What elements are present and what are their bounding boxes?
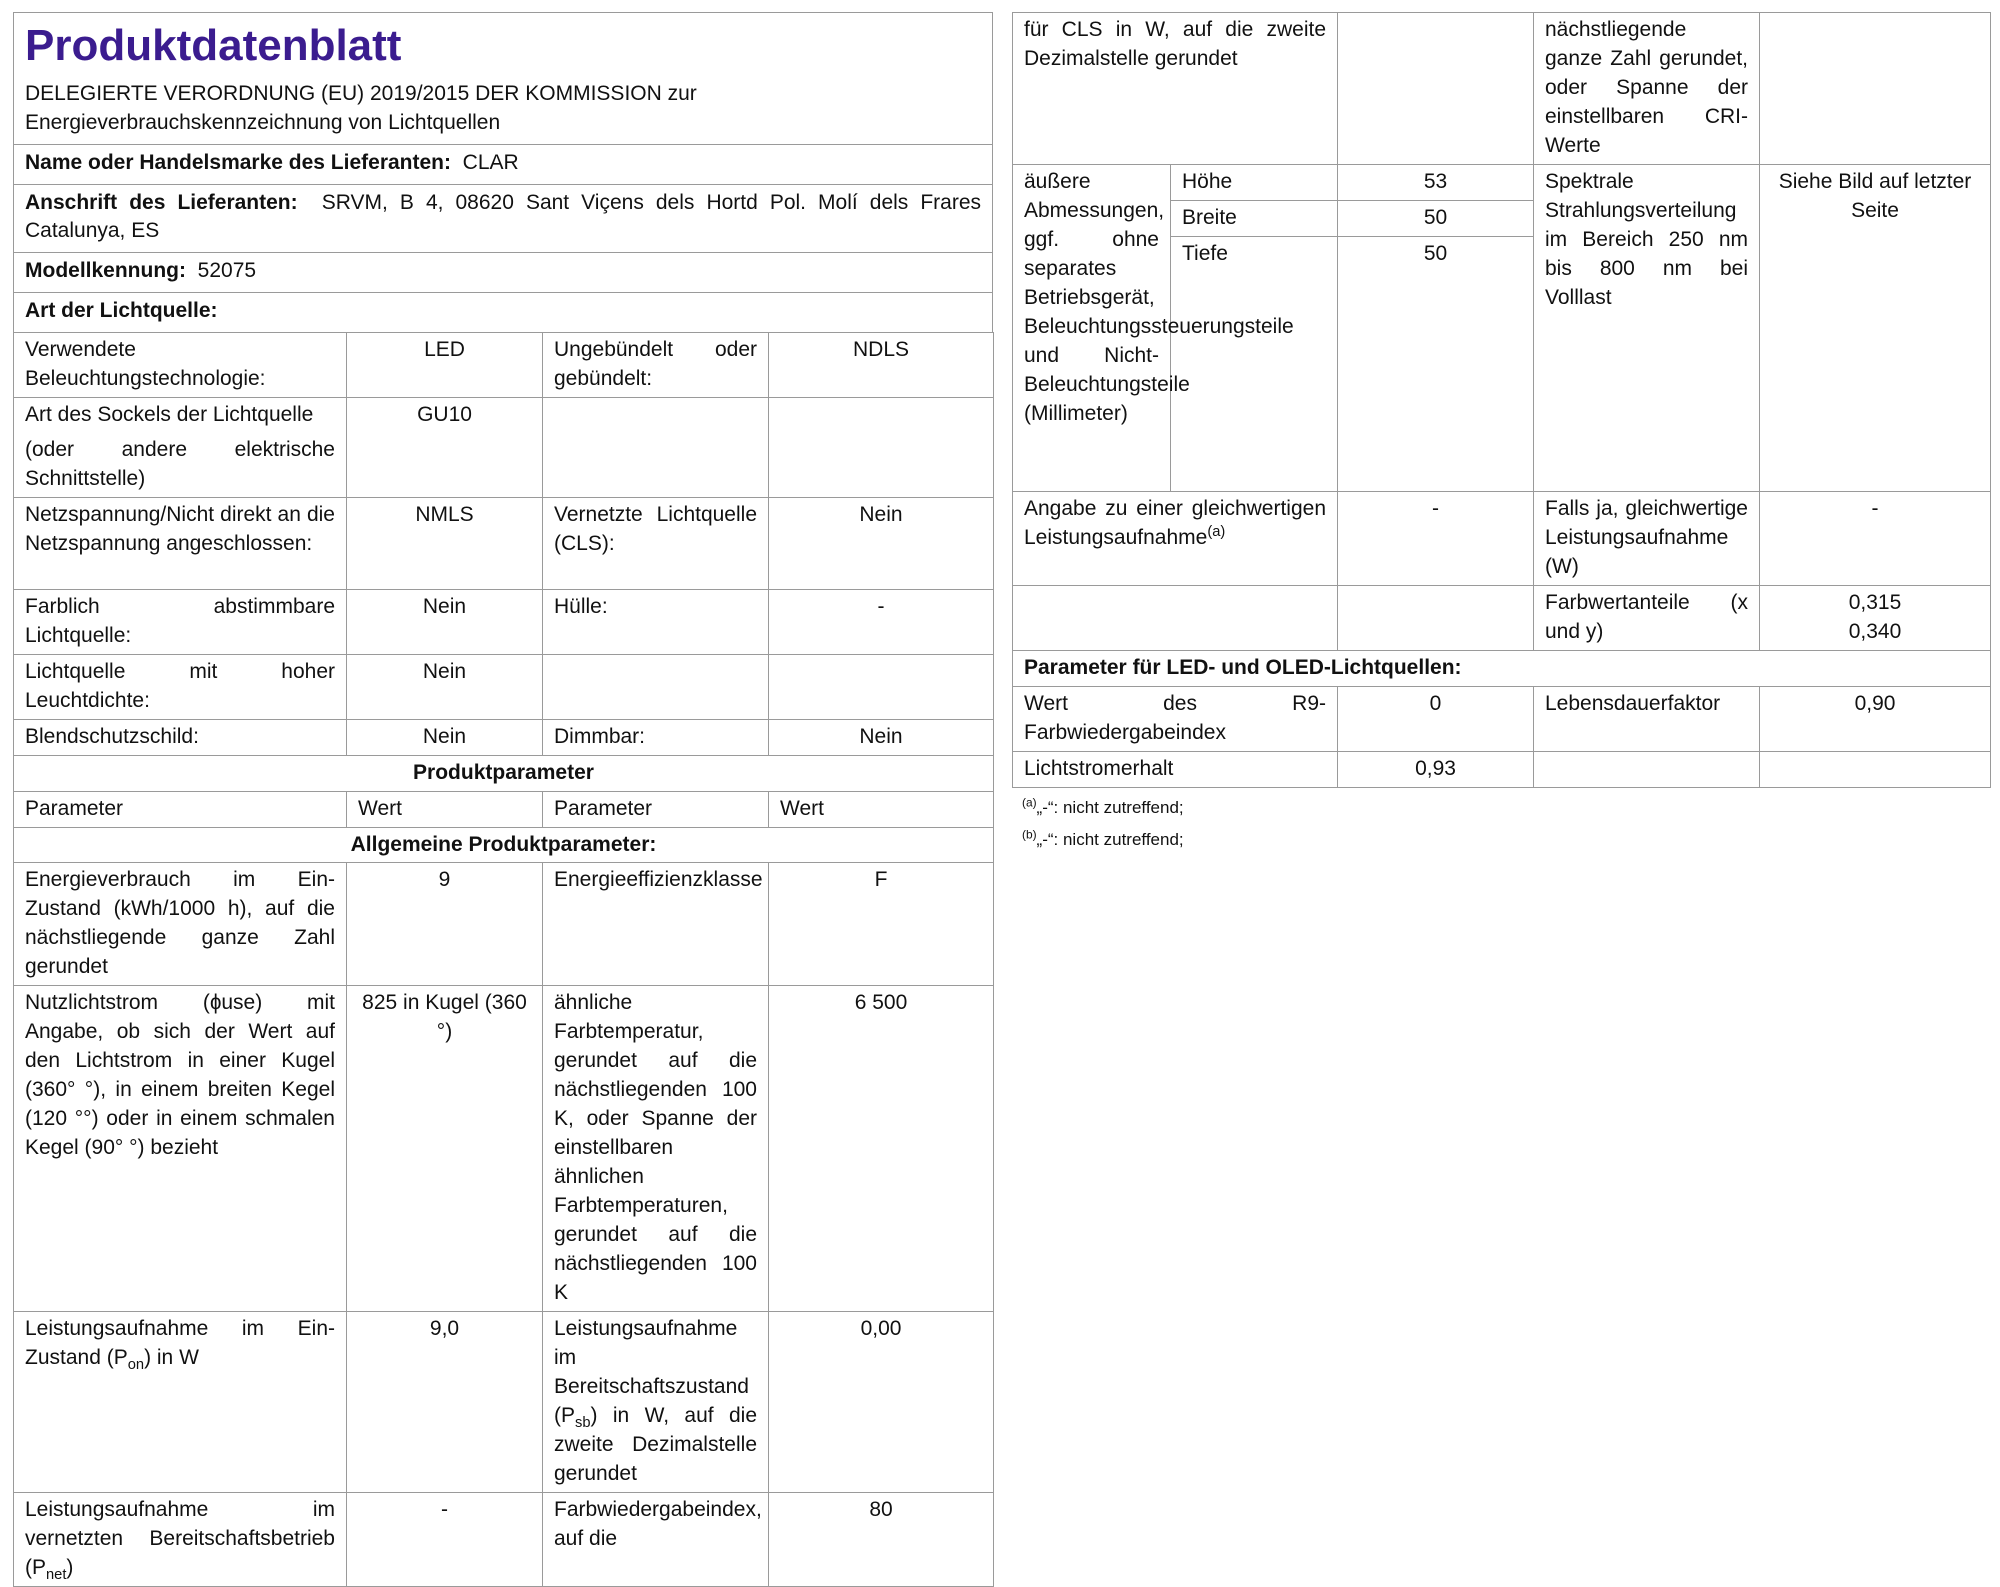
param-label: Hülle: (543, 589, 769, 654)
param-label: Netzspannung/Nicht direkt an die Netzspannung angeschlossen: (14, 497, 347, 589)
general-params-heading: Allgemeine Produktparameter: (14, 827, 994, 863)
cri-label: Farbwiedergabeindex, auf die (543, 1492, 769, 1586)
regulation-text: DELEGIERTE VERORDNUNG (EU) 2019/2015 DER KOMMISSION zur Energieverbrauchskennzeichnung von Lichtquellen (25, 81, 697, 134)
param-label (543, 397, 769, 497)
address-label: Anschrift des Lieferanten: (25, 190, 298, 214)
address-value: SRVM, B 4, 08620 Sant Viçens dels Hortd Pol. Molí dels Frares Catalunya, ES (25, 190, 982, 243)
model-value: 52075 (197, 259, 257, 283)
param-value: Nein (347, 589, 543, 654)
table-row (14, 1492, 994, 1586)
equivalent-power-label: Angabe zu einer gleichwertigen Leistungsaufnahme$^{(a)}$ (1013, 491, 1338, 585)
footnote-a: $^{(a)}$„-“: nicht zutreffend; (1022, 794, 1184, 817)
table-row (14, 332, 994, 397)
table-row (1013, 491, 1991, 585)
chromaticity-value (1760, 585, 1991, 650)
color-temperature-label: ähnliche Farbtemperatur, gerundet auf die nächstliegenden 100 K, oder Spanne der einstellbaren ähnlichen Farbtemperaturen, gerundet auf die nächstliegenden 100 K (543, 986, 769, 1312)
power-networked-value: - (347, 1492, 543, 1586)
energy-class-label: Energieeffizienzklasse (543, 863, 769, 986)
section-heading-row (1013, 650, 1991, 686)
power-standby-label: Leistungsaufnahme im Bereitschaftszustand $(P_{sb})$ in W, auf die zweite Dezimalstelle gerundet (543, 1312, 769, 1493)
height-value: 53 (1338, 164, 1534, 200)
header-table (13, 12, 993, 333)
footnote-b: $^{(b)}$„-“: nicht zutreffend; (1022, 827, 1184, 849)
col-header-value: Wert (769, 791, 994, 827)
table-row (1013, 585, 1991, 650)
table-row (14, 863, 994, 986)
width-value: 50 (1338, 200, 1534, 236)
empty-cell (1338, 13, 1534, 165)
lumen-maintenance-value: 0,93 (1338, 751, 1534, 787)
continued-table (1012, 12, 1991, 788)
table-row (14, 397, 994, 497)
table-row (14, 719, 994, 755)
socket-label: Art des Sockels der Lichtquelle (25, 402, 314, 426)
r9-label: Wert des R9-Farbwiedergabeindex (1013, 686, 1338, 751)
empty-cell (1760, 751, 1991, 787)
param-value: GU10 (347, 397, 543, 497)
table-row (14, 1312, 994, 1493)
param-label: Ungebündelt oder gebündelt: (543, 332, 769, 397)
col-header-param: Parameter (543, 791, 769, 827)
param-value (769, 397, 994, 497)
supplier-value: CLAR (462, 150, 519, 174)
r9-value: 0 (1338, 686, 1534, 751)
table-row (1013, 13, 1991, 165)
luminous-flux-value: 825 in Kugel (360 °) (347, 986, 543, 1312)
cri-continuation: nächstliegende ganze Zahl gerundet, oder Spanne der einstellbaren CRI-Werte (1534, 13, 1760, 165)
chromaticity-y: 0,340 (1848, 619, 1902, 643)
light-source-type-label: Art der Lichtquelle: (25, 299, 218, 323)
column-header-row (14, 791, 994, 827)
left-column (13, 12, 993, 1587)
param-value: Nein (769, 497, 994, 589)
model-label: Modellkennung: (25, 259, 186, 283)
param-label (14, 397, 347, 497)
equivalent-power-value: - (1338, 491, 1534, 585)
depth-value: 50 (1338, 236, 1534, 491)
energy-class-value: F (769, 863, 994, 986)
empty-cell (1338, 585, 1534, 650)
supplier-label: Name oder Handelsmarke des Lieferanten: (25, 150, 451, 174)
product-params-heading: Produktparameter (14, 755, 994, 791)
cri-value: 80 (769, 1492, 994, 1586)
param-value: Nein (347, 719, 543, 755)
socket-label-note: (oder andere elektrische Schnittstelle) (25, 437, 335, 490)
empty-cell (1534, 751, 1760, 787)
table-row (1013, 686, 1991, 751)
power-on-value: 9,0 (347, 1312, 543, 1493)
param-value (769, 654, 994, 719)
footnotes (1012, 792, 1990, 857)
power-networked-label: Leistungsaufnahme im vernetzten Bereitschaftsbetrieb $(P_{net})$ (14, 1492, 347, 1586)
luminous-flux-label: Nutzlichtstrom (ɸuse) mit Angabe, ob sich der Wert auf den Lichtstrom in einer Kugel (360° °), in einem breiten Kegel (120 °°) oder in einem schmalen Kegel (90° °) bezieht (14, 986, 347, 1312)
lumen-maintenance-label: Lichtstromerhalt (1013, 751, 1338, 787)
param-label: Dimmbar: (543, 719, 769, 755)
equivalent-power-watts-label: Falls ja, gleichwertige Leistungsaufnahme (W) (1534, 491, 1760, 585)
param-label: Vernetzte Lichtquelle (CLS): (543, 497, 769, 589)
table-row (14, 589, 994, 654)
power-on-label: Leistungsaufnahme im Ein-Zustand $(P_{on})$ in W (14, 1312, 347, 1493)
section-heading-row (14, 755, 994, 791)
color-temperature-value: 6 500 (769, 986, 994, 1312)
table-row (14, 497, 994, 589)
energy-consumption-value: 9 (347, 863, 543, 986)
empty-cell (1760, 13, 1991, 165)
param-label: Verwendete Beleuchtungstechnologie: (14, 332, 347, 397)
param-value: NDLS (769, 332, 994, 397)
width-label: Breite (1171, 200, 1338, 236)
param-label (543, 654, 769, 719)
cls-power-continuation: für CLS in W, auf die zweite Dezimalstelle gerundet (1013, 13, 1338, 165)
depth-label: Tiefe (1171, 236, 1338, 491)
height-label: Höhe (1171, 164, 1338, 200)
param-label: Farblich abstimmbare Lichtquelle: (14, 589, 347, 654)
param-value: NMLS (347, 497, 543, 589)
page-title: Produktdatenblatt (25, 21, 402, 70)
chromaticity-x: 0,315 (1848, 590, 1902, 614)
power-standby-value: 0,00 (769, 1312, 994, 1493)
dimensions-label: äußere Abmessungen, ggf. ohne separates Betriebsgerät, Beleuchtungssteuerungsteile und Nicht-Beleuchtungsteile (Millimeter) (1013, 164, 1171, 491)
spectral-label: Spektrale Strahlungsverteilung im Bereich 250 nm bis 800 nm bei Volllast (1534, 164, 1760, 491)
col-header-param: Parameter (14, 791, 347, 827)
col-header-value: Wert (347, 791, 543, 827)
param-value: LED (347, 332, 543, 397)
param-value: - (769, 589, 994, 654)
table-row (1013, 164, 1991, 200)
chromaticity-label: Farbwertanteile (x und y) (1534, 585, 1760, 650)
table-row (14, 654, 994, 719)
empty-cell (1013, 585, 1338, 650)
spectral-value: Siehe Bild auf letzter Seite (1760, 164, 1991, 491)
energy-consumption-label: Energieverbrauch im Ein-Zustand (kWh/1000 h), auf die nächstliegende ganze Zahl gerundet (14, 863, 347, 986)
lifetime-factor-label: Lebensdauerfaktor (1534, 686, 1760, 751)
param-value: Nein (347, 654, 543, 719)
param-label: Blendschutzschild: (14, 719, 347, 755)
table-row (1013, 751, 1991, 787)
led-params-heading: Parameter für LED- und OLED-Lichtquellen: (1013, 650, 1991, 686)
param-label: Lichtquelle mit hoher Leuchtdichte: (14, 654, 347, 719)
lifetime-factor-value: 0,90 (1760, 686, 1991, 751)
equivalent-power-watts-value: - (1760, 491, 1991, 585)
light-source-table (13, 332, 994, 1587)
table-row (14, 986, 994, 1312)
right-column (1012, 12, 1990, 856)
section-heading-row (14, 827, 994, 863)
param-value: Nein (769, 719, 994, 755)
